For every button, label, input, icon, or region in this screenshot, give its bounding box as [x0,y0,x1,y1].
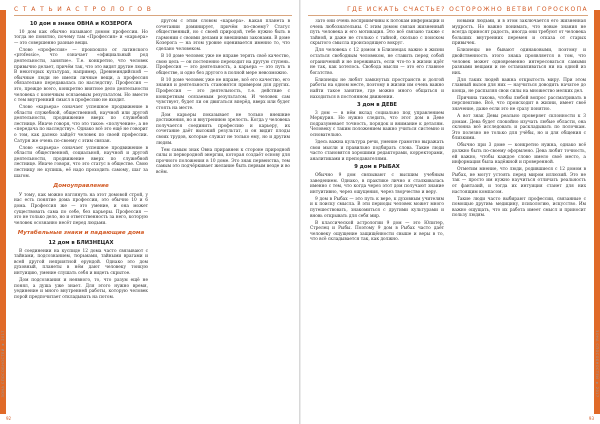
body-paragraph: Слово «карьера» означает успешное продвижение в области общественной, социальной, научной и другой деятельности, продвижение вверх по служебной лестнице. Иначе говоря, что это статус в обществе. Свою лестницу не купишь, её надо проходить самому, шаг за шагом. [14,145,148,179]
body-paragraph: В 10 доме человек уже не вправе терять своё качество, свою цель — он постепенно переходит на другую ступень. Профессия — это деятельность, а карьера — это путь в обществе, и одно без другого в полной мере невозможно. [156,53,290,76]
column-4 [452,19,586,405]
section-heading: 12 дом в БЛИЗНЕЦАХ [48,239,114,246]
body-paragraph: А вот знак Девы реально проверяет склонности к 3 домам. Дева будет спокойно изучать любые области, она склонна всё исследовать и раскладывать по полочкам. Это полезно не только для учёбы, но и для общения с близкими. [452,114,586,142]
right-side-caption: ЗОНА СПОСОБНОСТЕЙ ★ 2017 [595,330,599,398]
left-header-rule [14,15,292,16]
section-heading: 9 дом в РЫБАХ [354,164,400,171]
body-paragraph: В 10 доме человек уже не вправе, всё его качество, его знания и деятельность становятся примером для других. Профессия — это деятельность, т.е. действие с конкретным осязаемым результатом. И человек сам чувствует, будет ли он двигаться вперёд, вверх или будет стоять на месте. [156,77,290,111]
left-page-number: 92 [6,416,12,421]
right-running-header: ГДЕ ИСКАТЬ СЧАСТЬЕ? ОСТОРОЖНО ВЕТВИ ГОРОСКОПА [347,6,588,13]
body-paragraph: 9 дом в Рыбах — это путь к вере, к духовным учителям и к поиску смысла. В эти периоды человек может много путешествовать, знакомиться с другими культурами и вновь открывать для себя мир. [310,196,444,219]
column-2 [156,19,290,405]
column-3 [310,19,444,405]
body-paragraph: Дом подсознания и неявного, то, что разум ещё не понял, а душа уже знает. Для этого нужно время, уединение и много внутренней работы, которую человек порой предпочитает откладывать на потом. [14,277,148,300]
body-paragraph: Близнецы не бывают одинаковыми, поэтому и двойственность этого знака проявляется в том, что человек может одновременно интересоваться самыми разными вещами и не останавливаться ни на одной из них. [452,48,586,76]
section-heading: Мутабельные знаки и падающие дома [17,230,145,237]
body-paragraph: В классической астрологии 9 дом — это Юпитер, Стрелец и Рыбы. Поэтому 9 дом в Рыбах часто даёт человеку ощущение защищённости свыше и веры в то, что всё складывается так, как должно. [310,220,444,243]
body-paragraph: другом с этим словом «карьера». Какая планета в сочетании доминирует, причём по-своему? Статус общественный, но с своей природой, тебе нужно быть в гармонии с своими делами и внешними законами. В доме Козерога — на этом уровне оценивается именно то, что сделано человеком. [156,19,290,52]
left-side-caption: ЗОНА СПОСОБНОСТЕЙ ★ 2017 [1,330,5,398]
body-paragraph: Зато они очень восприимчивы к потокам информации и очень любознательны. С этим домом связан жизненный путь человека и его мотивация. Это всё связано также с тайной, и даже не столько с тайной, сколько с поиском скрытого смысла происходящего вокруг. [310,19,444,47]
section-heading: 10 дом в знаке ОВНА и КОЗЕРОГА [29,21,133,27]
body-paragraph: Для таких людей важна открытость миру. При этом главный вызов для них — научиться доводить начатое до конца, не распыляя свои силы на множество мелких дел. [452,77,586,94]
right-header-rule [308,15,588,16]
body-paragraph: Обычно при 3 доме — конкретно нужна, однако всё должно быть по-своему оформлено. Дева любит точность, ей важно, чтобы каждое слово имело своё место, а информация была надёжной и проверенной. [452,143,586,166]
body-paragraph: Обычно 9 дом связывают с высшим учебным заведением. Однако, в практике лично я сталкивалась именно с тем, что когда через этот дом получают знание интуитивно, через ощущения, через творчество и веру. [310,173,444,195]
body-paragraph: В соединении на куспиде 12 дома часто связывают с тайнами, подсознанием, тюрьмами, тайными врагами и всей другой неприятной ерундой. Однако это дом духовный, планеты в нём дают человеку тонкую интуицию, умение слушать себя и видеть скрытое. [14,248,148,276]
body-paragraph: Дом карьеры показывает не только внешние достижения, но и внутреннюю зрелость. Когда у человека получается соединить профессию и карьеру, их сочетание даёт высокий результат, и он видит плоды своих трудов, которые служат не только ему, но и другим людям. [156,112,290,146]
body-paragraph: Слово «карьера» означает успешное продвижение в области служебной, общественной, научной или другой деятельности, продвижение вверх по служебной лестнице. Иначе говоря, что это такое: «получение», а не «передача по наследству». Однако всё это ещё не говорит о том, как далеко зайдёт человек по своей профессии. Сатурн же очень по-своему с этим связан. [14,105,148,144]
body-paragraph: Такие люди часто выбирают профессии, связанные с помощью другим: медицину, психологию, искусство. Им важно ощущать, что их работа имеет смысл и приносит пользу людям. [452,196,586,219]
body-paragraph: Причина такова, чтобы любой вопрос рассматривать в перспективе. Всё, что происходит в жизни, имеет своё значение, даже если это не сразу понятно. [452,95,586,113]
body-paragraph: Близнецы не любят замкнутых пространств и долгой работы на одном месте, поэтому в жизни им очень важно найти такое занятие, где можно много общаться и находиться в постоянном движении. [310,77,444,100]
body-paragraph: Слово «профессия» — произошло от латинского «professio», что означает «официальный род деятельности, занятие». Т.е. конкретно, что человек привычно делает, причём так, что это видят другие люди. В некоторых культурах, например, Древнеиндийской — обычные люди не имели личные вещи, а профессия обязательно передавалась по наследству. Профессия — это, прежде всего, конкретно внятное дело деятельности человека с конечным осязаемым результатом. Но вместе с тем внутренний смысл в профессию не входит. [14,47,148,104]
column-1 [14,19,148,405]
body-paragraph: Здесь важна культура речи, умение грамотно выражать свои мысли и правильно подбирать слова. Такие люди часто становятся хорошими редакторами, корректорами, аналитиками и преподавателями. [310,140,444,162]
right-page [300,0,600,424]
body-paragraph: новыми людьми, и в этом заключается его жизненная мудрость. Но важно понимать, что новые знания не всегда приносят радость, иногда они требуют от человека больших внутренних перемен и отказа от старых привычек. [452,19,586,47]
body-paragraph: 3 дом — в нём вклад социально под управлением Меркурия. Но нужно следить, что этот дом в Деве подразумевает точность, порядок и внимание к деталям. Человеку с таким положением важно учиться системно и основательно. [310,110,444,139]
body-paragraph: Тем самым знак Овна приравнен к стороне природной силы и первородной энергии, которая создаёт основу для прочного положения в 10 доме. Это знак первенства, тем самым это подчёркивает желание быть первым везде и во всём. [156,147,290,175]
section-heading: 3 дом в ДЕВЕ [357,102,397,109]
body-paragraph: 10 дом как обычно называют домом профессии. Но тогда не понятно, почему там «Профессия» и «карьера» — это совершенно разные вещи. [14,29,148,46]
left-running-header: С Т А Т Ь И А С Т Р О Л О Г О В [14,6,153,13]
body-paragraph: У тому, как можно взглянуть на этот домовой строй, у нас есть понятие дома профессии, это обычно 10 и 6 дома. Профессия же — это умение, и она может существовать сама по себе, без карьеры. Профессия — это не только дело, но и ответственность за него, которую человек осознанно несёт перед людьми. [14,192,148,226]
body-paragraph: Отметим мнение, что люди, родившиеся с 12 домом в Рыбах, не могут устоять перед миром иллюзий. Это не так — просто им нужно научиться отличать реальность от фантазий, и тогда их интуиция станет для них настоящим компасом. [452,167,586,195]
body-paragraph: Для человека с 12 домом в Близнецах важно в жизни остаться свободным человеком, не ставить перед собой ограничений и не переживать, если что-то в жизни идёт не так, как хотелось. Свобода мысли — это его главное богатство. [310,48,444,76]
right-page-number: 93 [588,416,594,421]
section-heading: Домоуправление [53,183,109,190]
